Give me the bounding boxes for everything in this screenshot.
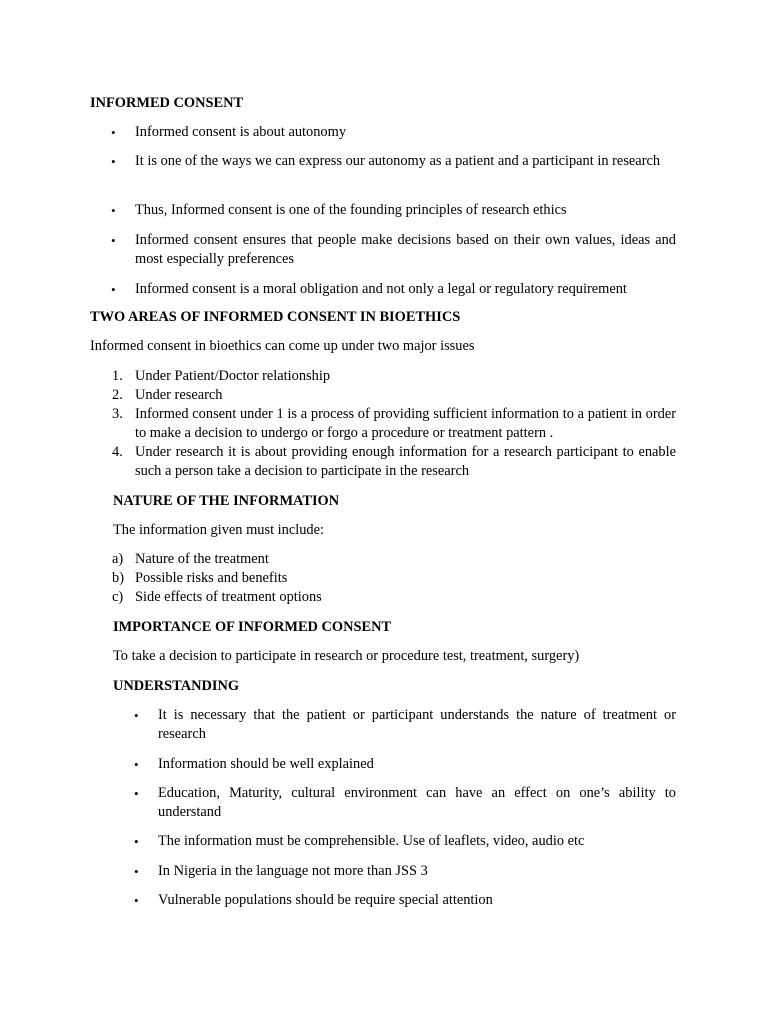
heading-importance: IMPORTANCE OF INFORMED CONSENT	[113, 619, 392, 635]
bullet-icon: •	[111, 125, 116, 140]
bullet-icon: •	[134, 786, 139, 801]
list-item: • Thus, Informed consent is one of the founding principles of research ethics	[111, 202, 567, 218]
paragraph-nature-intro: The information given must include:	[113, 522, 325, 538]
list-marker: b)	[112, 570, 124, 586]
list-marker: 2.	[112, 387, 123, 403]
list-item: • Informed consent is a moral obligation and not only a legal or regulatory requirement	[111, 281, 627, 297]
heading-understanding: UNDERSTANDING	[113, 678, 240, 694]
bullet-icon: •	[134, 757, 139, 772]
bullet-icon: •	[134, 834, 139, 849]
bullet-list-informed-consent	[111, 123, 676, 299]
bullet-icon: •	[111, 154, 116, 169]
list-item: b) Possible risks and benefits	[112, 570, 288, 586]
list-item: 4. Under research it is about providing enough information for a research participant to enable such a person take a decision to participate in the research	[112, 444, 676, 479]
list-item: a) Nature of the treatment	[112, 551, 269, 567]
numbered-list-two-areas	[112, 367, 676, 481]
list-item: • In Nigeria in the language not more than JSS 3	[134, 863, 428, 879]
bullet-icon: •	[111, 282, 116, 297]
list-item: • Informed consent is about autonomy	[111, 124, 347, 140]
heading-two-areas: TWO AREAS OF INFORMED CONSENT IN BIOETHICS	[90, 309, 461, 325]
list-item: • The information must be comprehensible. Use of leaflets, video, audio etc	[134, 833, 585, 849]
bullet-icon: •	[134, 864, 139, 879]
bullet-list-understanding	[134, 706, 676, 910]
list-marker: a)	[112, 551, 124, 567]
heading-nature-of-information: NATURE OF THE INFORMATION	[113, 493, 340, 509]
list-marker: 4.	[112, 444, 123, 460]
list-item: • Vulnerable populations should be require special attention	[134, 892, 493, 908]
list-item: • Education, Maturity, cultural environment can have an effect on one’s ability to understand	[134, 785, 676, 820]
bullet-icon: •	[111, 203, 116, 218]
bullet-icon: •	[134, 893, 139, 908]
paragraph-two-areas-intro: Informed consent in bioethics can come up under two major issues	[90, 338, 475, 354]
lettered-list-nature	[112, 550, 676, 607]
list-item: • It is one of the ways we can express our autonomy as a patient and a participant in research	[111, 153, 661, 169]
list-item: • Informed consent ensures that people make decisions based on their own values, ideas and most especially preferences	[111, 232, 676, 267]
paragraph-importance: To take a decision to participate in research or procedure test, treatment, surgery)	[113, 648, 580, 664]
list-marker: c)	[112, 589, 124, 605]
list-item: 3. Informed consent under 1 is a process of providing sufficient information to a patient in order to make a decision to undergo or forgo a procedure or treatment pattern .	[112, 406, 676, 441]
list-item: c) Side effects of treatment options	[112, 589, 322, 605]
heading-informed-consent: INFORMED CONSENT	[90, 95, 244, 111]
list-item: 2. Under research	[112, 387, 223, 403]
list-item: • It is necessary that the patient or participant understands the nature of treatment or research	[134, 707, 676, 742]
list-marker: 3.	[112, 406, 123, 422]
bullet-icon: •	[111, 233, 116, 248]
list-item: 1. Under Patient/Doctor relationship	[112, 368, 331, 384]
list-item: • Information should be well explained	[134, 756, 374, 772]
bullet-icon: •	[134, 708, 139, 723]
list-marker: 1.	[112, 368, 123, 384]
